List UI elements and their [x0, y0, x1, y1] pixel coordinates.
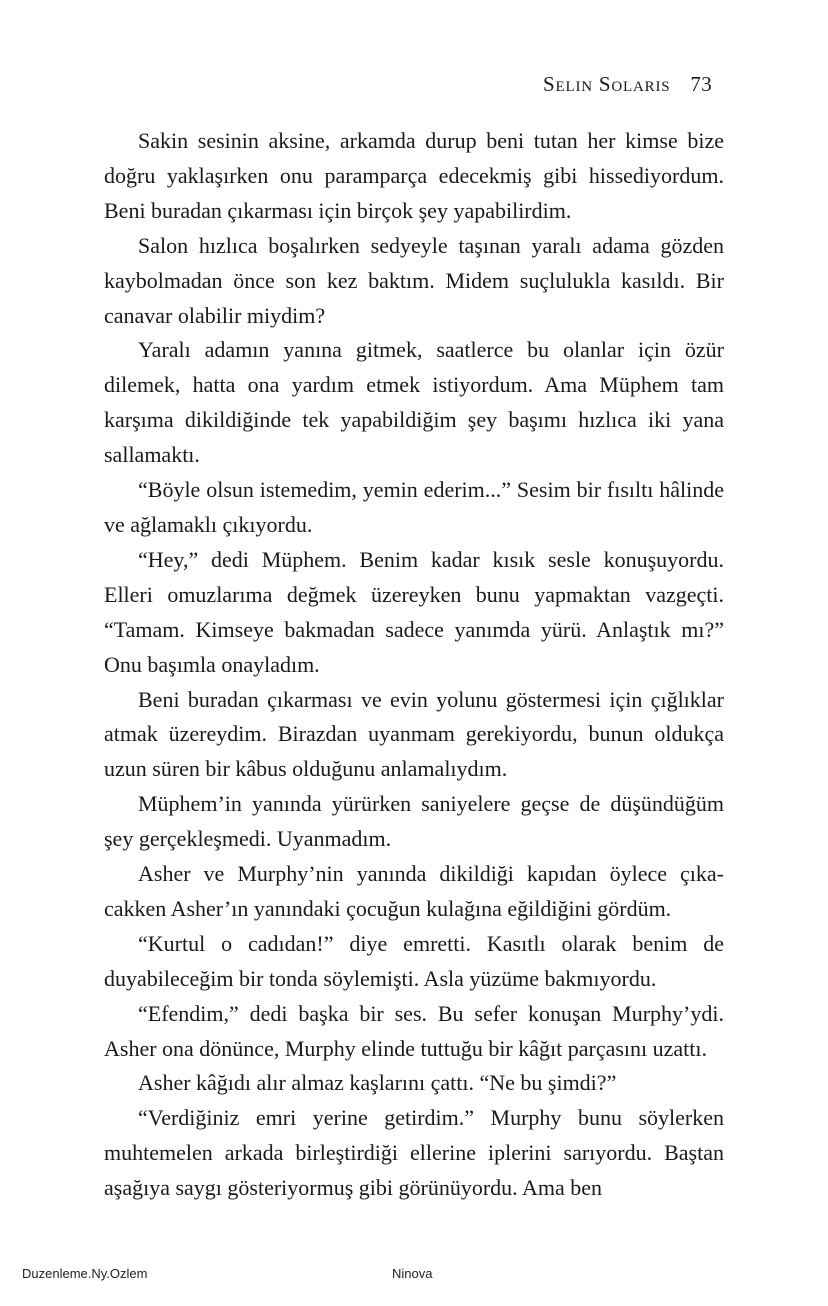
paragraph: “Verdiğiniz emri yerine getirdim.” Murphy bunu söylerken muhtemelen arkada birleştirdiği ellerine iplerini sarıyordu. Baştan aşağıya saygı gösteriyormuş gibi görünüyordu. Ama ben	[104, 1105, 724, 1201]
paragraph: Sakin sesinin aksine, arkamda durup beni tutan her kimse bize doğru yaklaşırken onu paramparça edecekmiş gibi hissediyordum. Beni buradan çıkarması için birçok şey yapabilirdim.	[104, 128, 724, 223]
page-number: 73	[690, 72, 712, 96]
paragraph: “Kurtul o cadıdan!” diye emretti. Kasıtlı olarak benim de duyabileceğim bir tonda söylemişti. Asla yüzüme bakmıyordu.	[104, 930, 724, 991]
paragraph: Asher ve Murphy’nin yanında dikildiği kapıdan öylece çıkacakken Asher’ın yanındaki çocuğun kulağına eğildiğini gördüm.	[104, 861, 724, 921]
paragraph: Müphem’in yanında yürürken saniyelere geçse de düşündüğüm şey gerçekleşmedi. Uyanmadım.	[104, 791, 724, 852]
paragraph: Salon hızlıca boşalırken sedyeyle taşınan yaralı adama gözden kaybolmadan önce son kez baktım. Midem suçlulukla kasıldı. Bir canavar olabilir miydim?	[104, 232, 724, 328]
paragraph: Beni buradan çıkarması ve evin yolunu göstermesi için çığlıklar atmak üzereydim. Birazdan uyanmam gerekiyordu, bunun oldukça uzun süren bir kâbus olduğunu anlamalıydım.	[104, 686, 724, 782]
footer-publisher: Ninova	[392, 1266, 433, 1281]
running-header	[543, 72, 712, 97]
footer-credit: Duzenleme.Ny.Ozlem	[22, 1266, 148, 1281]
header-author: Selin Solaris	[543, 72, 671, 96]
paragraph: “Efendim,” dedi başka bir ses. Bu sefer konuşan Murphy’ydi. Asher ona dönünce, Murphy elinde tuttuğu bir kâğıt parçasını uzattı.	[104, 1000, 724, 1061]
paragraph: “Hey,” dedi Müphem. Benim kadar kısık sesle konuşuyordu. Elleri omuzlarıma değmek üzereyken bunu yapmaktan vazgeçti. “Tamam. Kimseye bakmadan sadece yanımda yürü. Anlaştık mı?” Onu başımla onayladım.	[104, 546, 724, 677]
body-text	[104, 124, 724, 1206]
paragraph: Yaralı adamın yanına gitmek, saatlerce bu olanlar için özür dilemek, hatta ona yardım etmek istiyordum. Ama Müphem tam karşıma dikildiğinde tek yapabildiğim şey başımı hızlıca iki yana sallamaktı.	[104, 337, 724, 468]
paragraph: “Böyle olsun istemedim, yemin ederim...” Sesim bir fısıltı hâlinde ve ağlamaklı çıkıyordu.	[104, 477, 724, 537]
paragraph: Asher kâğıdı alır almaz kaşlarını çattı. “Ne bu şimdi?”	[138, 1070, 617, 1096]
